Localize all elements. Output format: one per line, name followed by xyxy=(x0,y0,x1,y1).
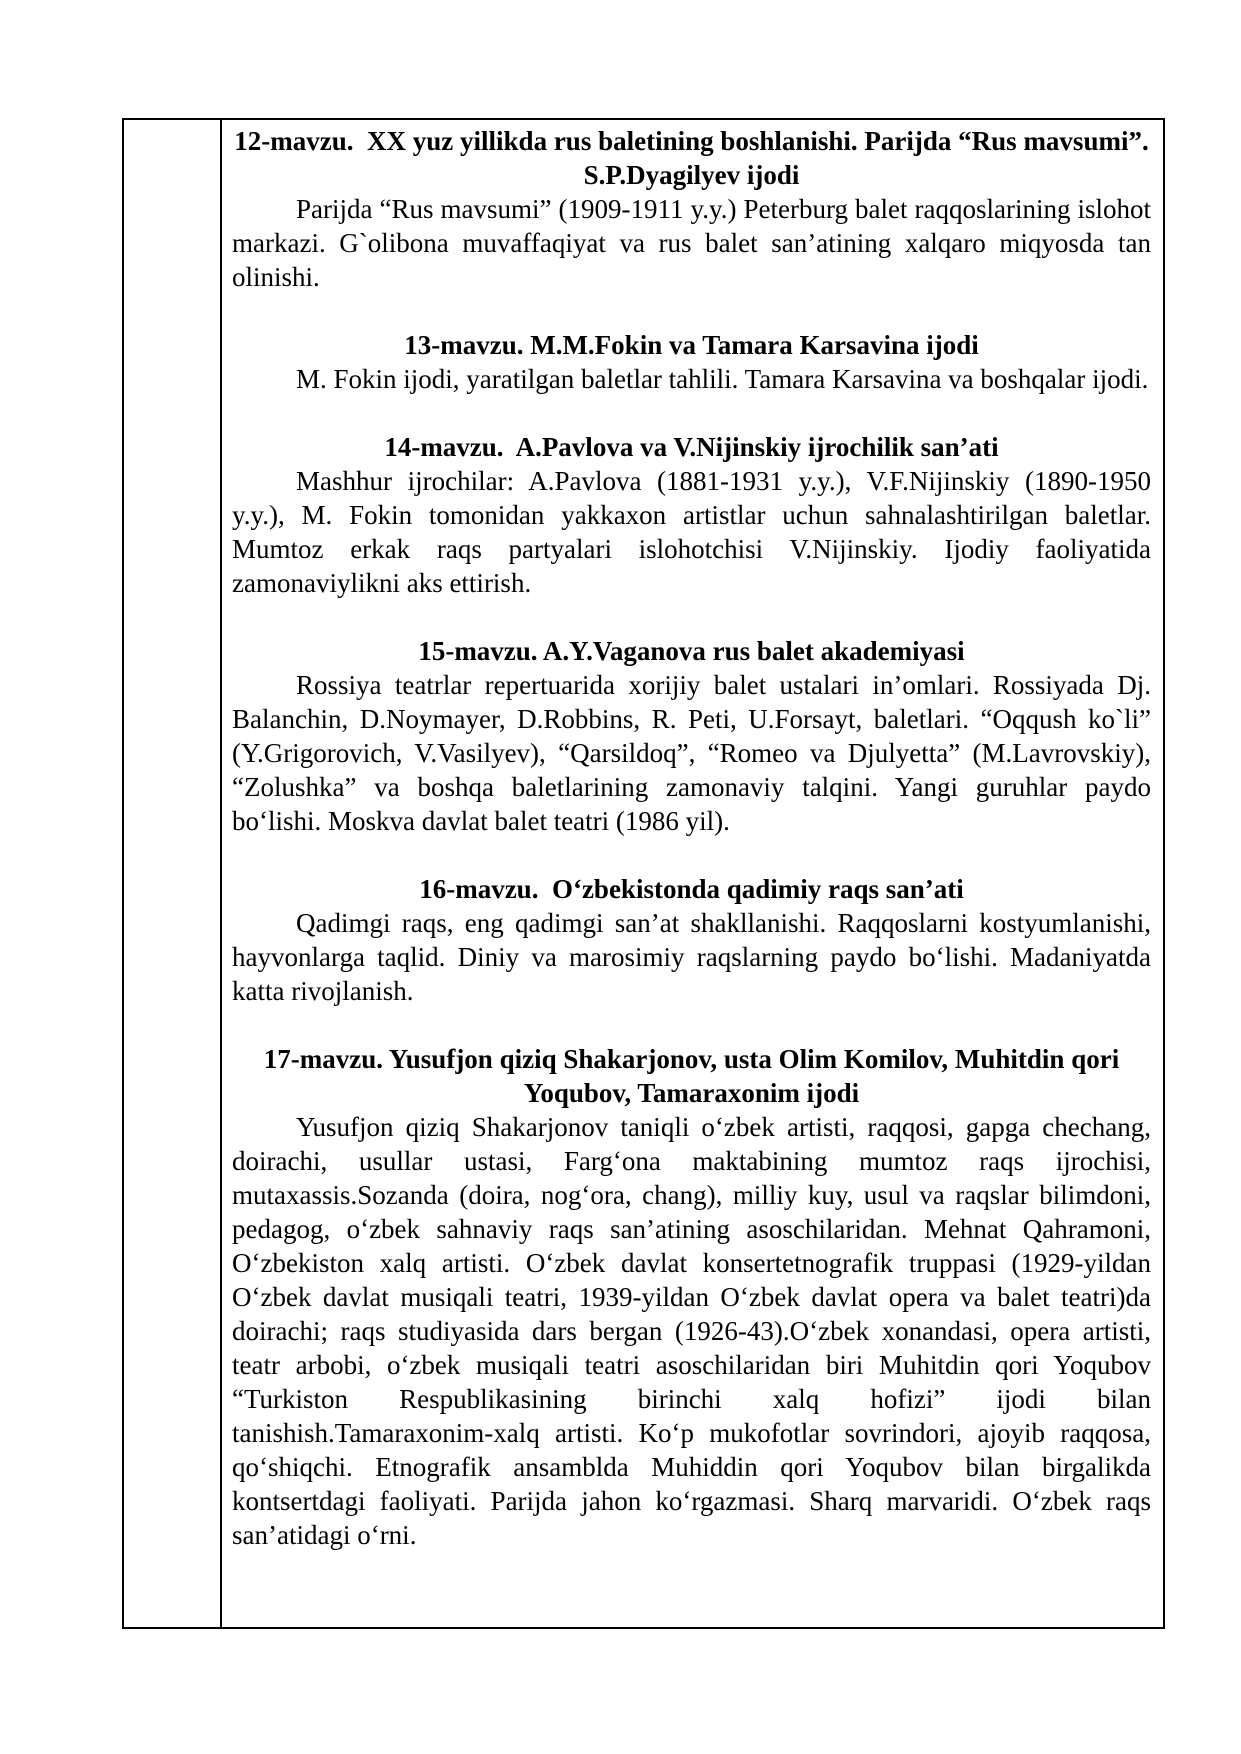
topic-17-body: Yusufjon qiziq Shakarjonov taniqli o‘zbek artisti, raqqosi, gapga chechang, doirachi, usullar ustasi, Farg‘ona maktabining mumtoz raqs ijrochisi, mutaxassis.Sozanda (doira, nog‘ora, chang), milliy kuy, usul va raqslar bilimdoni, pedagog, o‘zbek sahnaviy raqs san’atining asoschilaridan. Mehnat Qahramoni, O‘zbekiston xalq artisti. O‘zbek davlat konsertetnografik truppasi (1929-yildan O‘zbek davlat musiqali teatri, 1939-yildan O‘zbek davlat opera va balet teatri)da doirachi; raqs studiyasida dars bergan (1926-43).O‘zbek xonandasi, opera artisti, teatr arbobi, o‘zbek musiqali teatri asoschilaridan biri Muhitdin qori Yoqubov “Turkiston Respublikasining birinchi xalq hofizi” ijodi bilan tanishish.Tamaraxonim-xalq artisti. Ko‘p mukofotlar sovrindori, ajoyib raqqosa, qo‘shiqchi. Etnografik ansamblda Muhiddin qori Yoqubov bilan birgalikda kontsertdagi faoliyati. Parijda jahon ko‘rgazmasi. Sharq marvaridi. O‘zbek raqs san’atidagi o‘rni. xyxy=(232,1112,1151,1550)
topic-17-title: 17-mavzu. Yusufjon qiziq Shakarjonov, usta Olim Komilov, Muhitdin qori Yoqubov, Tamaraxonim ijodi xyxy=(263,1044,1125,1108)
topic-15-body: Rossiya teatrlar repertuarida xorijiy balet ustalari in’omlari. Rossiyada Dj. Balanchin, D.Noymayer, D.Robbins, R. Peti, U.Forsayt, baletlari. “Oqqush ko`li” (Y.Grigorovich, V.Vasilyev), “Qarsildoq”, “Romeo va Djulyetta” (M.Lavrovskiy), “Zolushka” va boshqa baletlarining zamonaviy talqini. Yangi guruhlar paydo bo‘lishi. Moskva davlat balet teatri (1986 yil). xyxy=(232,670,1151,836)
topic-15-title: 15-mavzu. A.Y.Vaganova rus balet akademiyasi xyxy=(418,636,965,666)
topic-section-14 xyxy=(232,430,1151,600)
topic-section-16 xyxy=(232,872,1151,1008)
table-index-cell xyxy=(124,120,222,1627)
topic-section-17 xyxy=(232,1042,1151,1552)
topics-table xyxy=(122,118,1165,1629)
topic-16-body: Qadimgi raqs, eng qadimgi san’at shakllanishi. Raqqoslarni kostyumlanishi, hayvonlarga taqlid. Diniy va marosimiy raqslarning paydo bo‘lishi. Madaniyatda katta rivojlanish. xyxy=(232,908,1151,1006)
topic-14-body: Mashhur ijrochilar: A.Pavlova (1881-1931 y.y.), V.F.Nijinskiy (1890-1950 y.y.), M. Fokin tomonidan yakkaxon artistlar uchun sahnalashtirilgan baletlar. Mumtoz erkak raqs partyalari islohotchisi V.Nijinskiy. Ijodiy faoliyatida zamonaviylikni aks ettirish. xyxy=(232,466,1151,598)
topic-12-title: 12-mavzu. XX yuz yillikda rus baletining boshlanishi. Parijda “Rus mavsumi”. S.P.Dyagilyev ijodi xyxy=(234,126,1156,190)
topic-section-13 xyxy=(232,328,1151,396)
topic-13-body: M. Fokin ijodi, yaratilgan baletlar tahlili. Tamara Karsavina va boshqalar ijodi. xyxy=(296,364,1149,394)
topic-13-title: 13-mavzu. M.M.Fokin va Tamara Karsavina ijodi xyxy=(404,330,979,360)
topic-section-15 xyxy=(232,634,1151,838)
topic-14-title: 14-mavzu. A.Pavlova va V.Nijinskiy ijrochilik san’ati xyxy=(384,432,999,462)
topic-16-title: 16-mavzu. O‘zbekistonda qadimiy raqs san’ati xyxy=(419,874,964,904)
table-content-cell xyxy=(222,120,1163,1627)
topic-12-body: Parijda “Rus mavsumi” (1909-1911 y.y.) Peterburg balet raqqoslarining islohot markazi. G`olibona muvaffaqiyat va rus balet san’atining xalqaro miqyosda tan olinishi. xyxy=(232,194,1151,292)
topic-section-12 xyxy=(232,124,1156,294)
